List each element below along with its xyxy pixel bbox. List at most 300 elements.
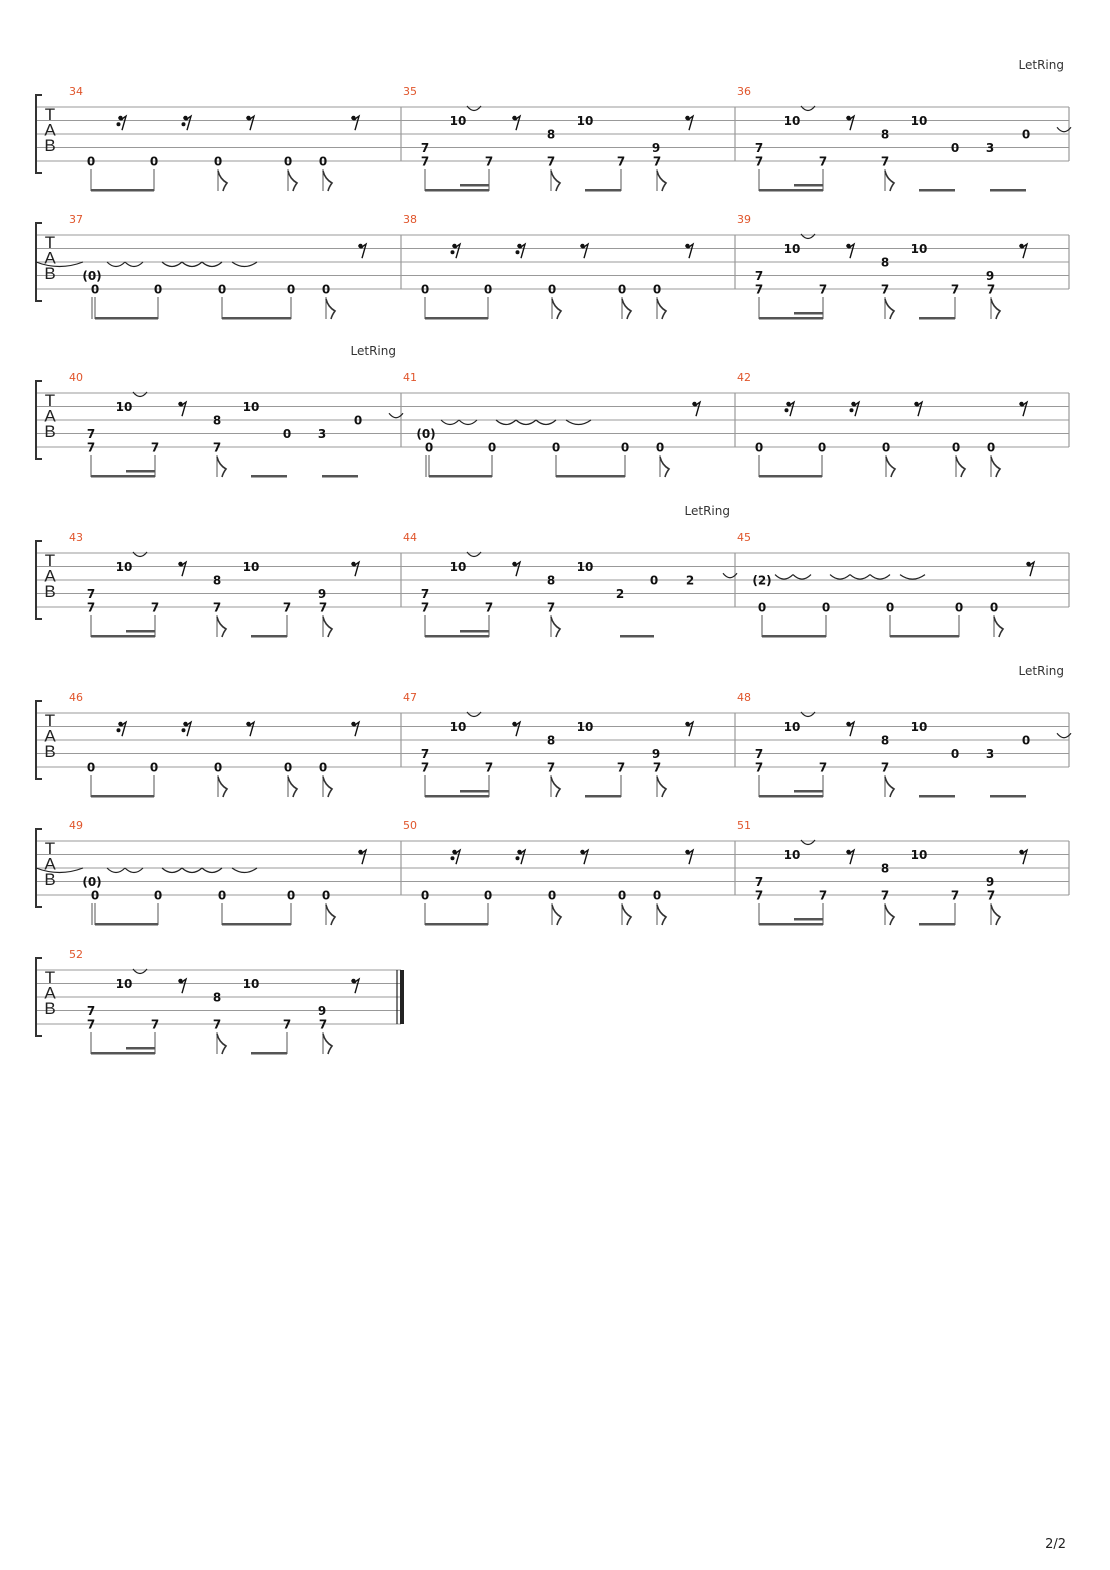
fret-number: (0) [82, 269, 102, 283]
let-ring-label: LetRing [1018, 58, 1064, 72]
fret-number: 7 [86, 587, 96, 601]
tab-clef-letter: B [44, 742, 56, 761]
eighth-rest-dot [453, 244, 457, 248]
eighth-rest-dot [184, 116, 188, 120]
fret-number: 10 [783, 242, 801, 256]
fret-number: 2 [685, 573, 695, 588]
tab-clef-letter: T [44, 391, 56, 410]
fret-number: 0 [885, 600, 895, 615]
note-flag [323, 171, 332, 191]
tab-clef-letter: A [44, 726, 56, 746]
fret-number: 0 [217, 282, 227, 297]
bar-number: 47 [403, 691, 417, 704]
beam-secondary [460, 184, 489, 187]
fret-number: 10 [910, 848, 928, 862]
eighth-rest-dot [359, 850, 363, 854]
tab-clef-letter: A [44, 406, 56, 426]
eighth-rest-dot [513, 116, 517, 120]
fret-number: 8 [212, 573, 222, 588]
let-ring-label: LetRing [350, 344, 396, 358]
fret-number: 7 [484, 600, 494, 615]
note-flag [551, 777, 560, 797]
eighth-rest-dot [1020, 402, 1024, 406]
fret-number: 10 [242, 400, 260, 414]
fret-number: 7 [880, 154, 890, 169]
fret-number: 10 [449, 560, 467, 574]
tab-clef-letter: B [44, 264, 56, 283]
note-flag [885, 299, 894, 319]
note-flag [288, 777, 297, 797]
fret-number: 7 [818, 760, 828, 775]
fret-number: 0 [547, 888, 557, 903]
fret-number: 7 [818, 282, 828, 297]
bar-number: 40 [69, 371, 83, 384]
fret-number: 7 [282, 600, 292, 615]
fret-number: 0 [954, 600, 964, 615]
beam [919, 317, 955, 320]
fret-number: 7 [880, 282, 890, 297]
bar-number: 37 [69, 213, 83, 226]
fret-number: 7 [420, 154, 430, 169]
fret-number: 7 [754, 747, 764, 761]
sixteenth-rest-dot [451, 250, 455, 254]
beam [919, 923, 955, 926]
beam-secondary [794, 790, 823, 793]
tab-clef-letter: A [44, 983, 56, 1003]
tab-clef-letter: A [44, 854, 56, 874]
bar-number: 45 [737, 531, 751, 544]
eighth-rest-dot [847, 116, 851, 120]
fret-number: 7 [754, 888, 764, 903]
note-flag [217, 617, 226, 637]
fret-number: 0 [217, 888, 227, 903]
fret-number: 7 [950, 282, 960, 297]
tie-arc [441, 420, 459, 425]
note-flag [551, 171, 560, 191]
note-flag [551, 617, 560, 637]
let-ring-label: LetRing [1018, 664, 1064, 678]
fret-number: 0 [617, 888, 627, 903]
eighth-rest-dot [847, 244, 851, 248]
note-flag [991, 299, 1000, 319]
beam [425, 189, 489, 192]
tab-clef-letter: B [44, 870, 56, 889]
beam [425, 795, 489, 798]
fret-number: 10 [910, 720, 928, 734]
note-flag [552, 299, 561, 319]
tie-arc [566, 420, 591, 425]
sixteenth-rest-dot [182, 728, 186, 732]
eighth-rest-dot [686, 722, 690, 726]
fret-number: 10 [910, 114, 928, 128]
fret-number: 7 [546, 760, 556, 775]
fret-number: 0 [754, 440, 764, 455]
tie-arc [830, 575, 850, 580]
eighth-rest-dot [179, 979, 183, 983]
bar-number: 34 [69, 85, 83, 98]
tab-clef-letter: A [44, 120, 56, 140]
fret-number: 0 [483, 282, 493, 297]
tie-arc [516, 420, 536, 425]
fret-number: 10 [449, 720, 467, 734]
beam [251, 635, 287, 638]
eighth-rest-dot [513, 722, 517, 726]
eighth-rest-dot [119, 722, 123, 726]
fret-number: 0 [283, 760, 293, 775]
note-flag [288, 171, 297, 191]
tab-clef-letter: T [44, 711, 56, 730]
tab-clef-letter: T [44, 968, 56, 987]
tie-arc [202, 262, 222, 267]
bar-number: 50 [403, 819, 417, 832]
beam-secondary [794, 184, 823, 187]
sixteenth-rest-dot [516, 250, 520, 254]
tie-arc [793, 575, 811, 580]
tab-clef-letter: B [44, 582, 56, 601]
eighth-rest-dot [581, 850, 585, 854]
eighth-rest-dot [1027, 562, 1031, 566]
fret-number: 0 [86, 154, 96, 169]
note-flag [323, 777, 332, 797]
fret-number: 0 [652, 888, 662, 903]
fret-number: 7 [420, 747, 430, 761]
fret-number: 0 [655, 440, 665, 455]
fret-number: 0 [420, 888, 430, 903]
tab-clef-letter: A [44, 248, 56, 268]
fret-number: 3 [317, 427, 327, 441]
beam-secondary [794, 312, 823, 315]
beam [222, 317, 291, 320]
note-flag [552, 905, 561, 925]
tie-arc [232, 868, 257, 873]
note-flag [622, 299, 631, 319]
fret-number: 10 [115, 977, 133, 991]
note-flag [326, 905, 335, 925]
fret-number: 7 [282, 1017, 292, 1032]
note-flag [994, 617, 1003, 637]
fret-number: 0 [283, 154, 293, 169]
fret-number: 7 [420, 141, 430, 155]
fret-number: 7 [950, 888, 960, 903]
tie-arc [232, 262, 257, 267]
eighth-rest-dot [686, 850, 690, 854]
final-barline-thick [400, 970, 404, 1024]
fret-number: 7 [484, 760, 494, 775]
fret-number: 7 [986, 888, 996, 903]
beam [919, 189, 955, 192]
beam [759, 189, 823, 192]
tie-arc [182, 868, 202, 873]
fret-number: 0 [1021, 127, 1031, 142]
eighth-rest-dot [247, 116, 251, 120]
beam [990, 795, 1026, 798]
fret-number: 8 [546, 733, 556, 748]
fret-number: 10 [576, 560, 594, 574]
sixteenth-rest-dot [117, 728, 121, 732]
tie-arc [107, 868, 125, 873]
fret-number: 7 [546, 154, 556, 169]
note-flag [323, 617, 332, 637]
fret-number: 0 [547, 282, 557, 297]
fret-number: 9 [651, 141, 661, 155]
fret-number: 7 [754, 141, 764, 155]
note-flag [218, 171, 227, 191]
bar-number: 44 [403, 531, 417, 544]
tie-arc [870, 575, 890, 580]
beam [759, 795, 823, 798]
fret-number: 0 [318, 760, 328, 775]
beam [222, 923, 291, 926]
eighth-rest-dot [513, 562, 517, 566]
fret-number: 7 [420, 587, 430, 601]
beam-secondary [460, 630, 489, 633]
tab-clef-letter: T [44, 551, 56, 570]
tab-clef-letter: B [44, 136, 56, 155]
fret-number: 7 [86, 1004, 96, 1018]
fret-number: 7 [420, 600, 430, 615]
fret-number: 0 [153, 282, 163, 297]
bar-number: 51 [737, 819, 751, 832]
eighth-rest-dot [787, 402, 791, 406]
beam [585, 189, 621, 192]
fret-number: (0) [416, 427, 436, 441]
beam-secondary [794, 918, 823, 921]
fret-number: 7 [212, 1017, 222, 1032]
beam [762, 635, 826, 638]
fret-number: 0 [551, 440, 561, 455]
eighth-rest-dot [686, 244, 690, 248]
eighth-rest-dot [518, 850, 522, 854]
beam-secondary [460, 790, 489, 793]
beam-secondary [126, 470, 155, 473]
bar-number: 35 [403, 85, 417, 98]
eighth-rest-dot [847, 722, 851, 726]
note-flag [991, 905, 1000, 925]
fret-number: 7 [318, 1017, 328, 1032]
beam [556, 475, 625, 478]
fret-number: 7 [150, 440, 160, 455]
bar-number: 39 [737, 213, 751, 226]
fret-number: 0 [483, 888, 493, 903]
fret-number: 7 [880, 760, 890, 775]
tie-arc [459, 420, 477, 425]
note-flag [657, 905, 666, 925]
beam [890, 635, 959, 638]
eighth-rest-dot [359, 244, 363, 248]
beam [990, 189, 1026, 192]
eighth-rest-dot [581, 244, 585, 248]
beam-secondary [126, 630, 155, 633]
fret-number: 0 [153, 888, 163, 903]
eighth-rest-dot [686, 116, 690, 120]
fret-number: 8 [880, 127, 890, 142]
fret-number: (0) [82, 875, 102, 889]
fret-number: 7 [754, 154, 764, 169]
fret-number: 0 [86, 760, 96, 775]
fret-number: 0 [1021, 733, 1031, 748]
fret-number: 0 [90, 282, 100, 297]
fret-number: 7 [986, 282, 996, 297]
eighth-rest-dot [119, 116, 123, 120]
sixteenth-rest-dot [785, 408, 789, 412]
page-number: 2/2 [1045, 1537, 1066, 1552]
tie-arc [162, 868, 182, 873]
beam [425, 635, 489, 638]
fret-number: 7 [150, 1017, 160, 1032]
fret-number: 0 [353, 413, 363, 428]
beam [919, 795, 955, 798]
beam [759, 475, 822, 478]
fret-number: 9 [985, 269, 995, 283]
bar-number: 41 [403, 371, 417, 384]
fret-number: 7 [818, 888, 828, 903]
let-ring-label: LetRing [684, 504, 730, 518]
fret-number: 10 [449, 114, 467, 128]
fret-number: 9 [651, 747, 661, 761]
fret-number: 10 [576, 114, 594, 128]
fret-number: 9 [317, 587, 327, 601]
note-flag [217, 457, 226, 477]
eighth-rest-dot [184, 722, 188, 726]
fret-number: 7 [652, 760, 662, 775]
eighth-rest-dot [352, 979, 356, 983]
fret-number: 0 [950, 747, 960, 761]
fret-number: 2 [615, 587, 625, 601]
fret-number: 8 [546, 573, 556, 588]
fret-number: 7 [616, 154, 626, 169]
fret-number: 0 [90, 888, 100, 903]
beam [425, 317, 488, 320]
eighth-rest-dot [852, 402, 856, 406]
note-flag [217, 1034, 226, 1054]
eighth-rest-dot [518, 244, 522, 248]
beam [251, 1052, 287, 1055]
tab-clef-letter: T [44, 233, 56, 252]
beam [91, 795, 154, 798]
fret-number: 7 [754, 875, 764, 889]
tie-arc [125, 868, 143, 873]
note-flag [323, 1034, 332, 1054]
fret-number: 0 [757, 600, 767, 615]
fret-number: 7 [484, 154, 494, 169]
note-flag [885, 171, 894, 191]
fret-number: 7 [212, 440, 222, 455]
fret-number: 7 [546, 600, 556, 615]
sixteenth-rest-dot [451, 856, 455, 860]
beam [322, 475, 358, 478]
tie-arc [496, 420, 516, 425]
beam [91, 635, 155, 638]
fret-number: 8 [880, 255, 890, 270]
fret-number: 7 [818, 154, 828, 169]
fret-number: 0 [649, 573, 659, 588]
note-flag [991, 457, 1000, 477]
fret-number: 7 [754, 282, 764, 297]
tie-arc [107, 262, 125, 267]
bar-number: 49 [69, 819, 83, 832]
tie-arc [850, 575, 870, 580]
fret-number: 10 [783, 848, 801, 862]
tie-arc [125, 262, 143, 267]
fret-number: 3 [985, 747, 995, 761]
fret-number: 0 [817, 440, 827, 455]
fret-number: 9 [317, 1004, 327, 1018]
bar-number: 52 [69, 948, 83, 961]
fret-number: 0 [318, 154, 328, 169]
note-flag [956, 457, 965, 477]
tie-arc [202, 868, 222, 873]
fret-number: 0 [213, 760, 223, 775]
fret-number: 7 [150, 600, 160, 615]
note-flag [886, 457, 895, 477]
fret-number: 7 [318, 600, 328, 615]
fret-number: 7 [86, 427, 96, 441]
eighth-rest-dot [247, 722, 251, 726]
fret-number: 0 [149, 154, 159, 169]
note-flag [326, 299, 335, 319]
tie-arc [36, 868, 83, 873]
tie-arc [36, 262, 83, 267]
fret-number: 0 [989, 600, 999, 615]
eighth-rest-dot [179, 402, 183, 406]
beam [620, 635, 654, 638]
bar-number: 43 [69, 531, 83, 544]
fret-number: 0 [652, 282, 662, 297]
fret-number: 0 [821, 600, 831, 615]
sixteenth-rest-dot [516, 856, 520, 860]
beam [91, 1052, 155, 1055]
note-flag [218, 777, 227, 797]
fret-number: 8 [212, 990, 222, 1005]
eighth-rest-dot [915, 402, 919, 406]
fret-number: 3 [985, 141, 995, 155]
fret-number: 0 [321, 282, 331, 297]
fret-number: 0 [213, 154, 223, 169]
fret-number: 0 [282, 427, 292, 441]
note-flag [622, 905, 631, 925]
fret-number: 10 [910, 242, 928, 256]
fret-number: 8 [212, 413, 222, 428]
fret-number: 7 [880, 888, 890, 903]
fret-number: 9 [985, 875, 995, 889]
note-flag [660, 457, 669, 477]
eighth-rest-dot [453, 850, 457, 854]
fret-number: 10 [242, 560, 260, 574]
fret-number: 8 [880, 861, 890, 876]
note-flag [885, 777, 894, 797]
beam [585, 795, 621, 798]
fret-number: 0 [620, 440, 630, 455]
fret-number: 8 [546, 127, 556, 142]
tie-arc [900, 575, 925, 580]
fret-number: 8 [880, 733, 890, 748]
fret-number: 10 [115, 560, 133, 574]
eighth-rest-dot [1020, 244, 1024, 248]
fret-number: 7 [212, 600, 222, 615]
fret-number: 7 [754, 760, 764, 775]
beam [91, 189, 154, 192]
tab-clef-letter: A [44, 566, 56, 586]
fret-number: 7 [616, 760, 626, 775]
beam [251, 475, 287, 478]
fret-number: 0 [617, 282, 627, 297]
fret-number: 10 [242, 977, 260, 991]
tie-arc [775, 575, 793, 580]
tie-arc [182, 262, 202, 267]
fret-number: 7 [86, 600, 96, 615]
beam [425, 923, 488, 926]
bar-number: 42 [737, 371, 751, 384]
